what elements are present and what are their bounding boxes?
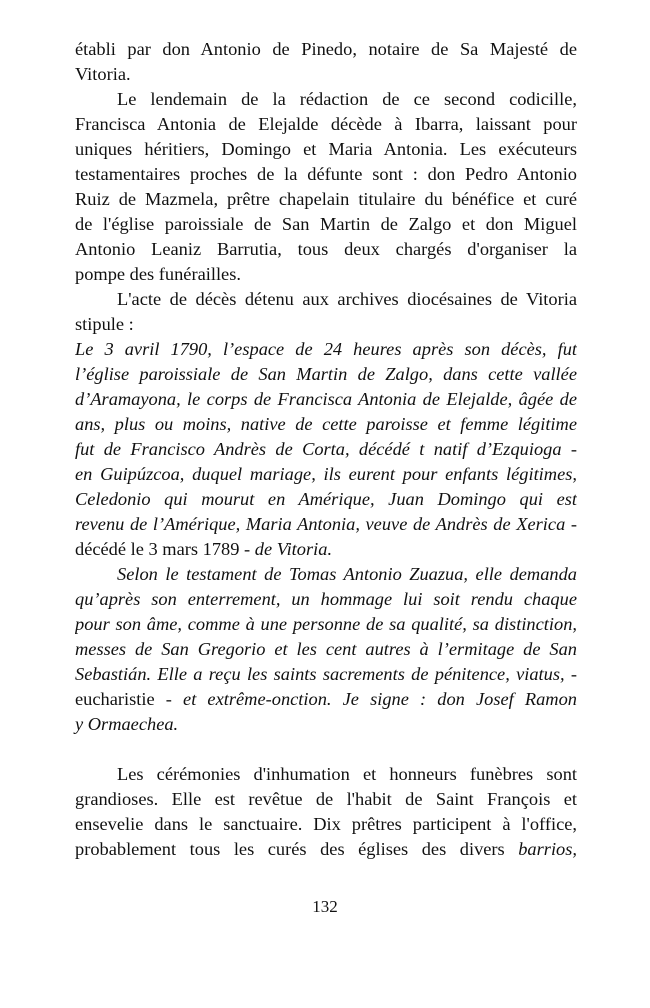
text-line bbox=[75, 837, 577, 862]
text-segment: L'acte de décès détenu aux archives diocésaines de Vitoria bbox=[117, 289, 577, 309]
text-segment: - bbox=[570, 439, 577, 459]
text-line bbox=[75, 262, 577, 287]
text-line bbox=[75, 87, 577, 112]
text-line bbox=[75, 37, 577, 62]
text-segment: stipule : bbox=[75, 314, 134, 334]
text-line bbox=[75, 562, 577, 587]
text-segment: eucharistie - bbox=[75, 689, 184, 709]
text-line bbox=[75, 587, 577, 612]
text-line bbox=[75, 162, 577, 187]
italic-text-segment: Selon le testament de Tomas Antonio Zuazua, elle demanda bbox=[117, 564, 577, 584]
text-line bbox=[75, 637, 577, 662]
text-segment: ensevelie dans le sanctuaire. Dix prêtres participent à l'office, bbox=[75, 814, 577, 834]
text-line bbox=[75, 362, 577, 387]
italic-text-segment: qu’après son enterrement, un hommage lui soit rendu chaque bbox=[75, 589, 577, 609]
italic-text-segment: en Guipúzcoa, duquel mariage, ils eurent pour enfants légitimes, bbox=[75, 464, 577, 484]
text-segment: établi par don Antonio de Pinedo, notaire de Sa Majesté de bbox=[75, 39, 577, 59]
italic-text-segment: barrios, bbox=[518, 839, 577, 859]
text-segment: - bbox=[564, 664, 577, 684]
text-segment: Le lendemain de la rédaction de ce second codicille, bbox=[117, 89, 577, 109]
italic-text-segment: l’église paroissiale de San Martin de Zalgo, dans cette vallée bbox=[75, 364, 577, 384]
text-line bbox=[75, 537, 577, 562]
text-line bbox=[75, 137, 577, 162]
italic-text-segment: fut de Francisco Andrès de Corta, décédé t natif d’Ezquioga bbox=[75, 439, 562, 459]
text-line bbox=[75, 187, 577, 212]
text-line bbox=[75, 387, 577, 412]
paragraph-break bbox=[75, 737, 577, 762]
text-line bbox=[75, 437, 577, 462]
text-line bbox=[75, 337, 577, 362]
text-line bbox=[75, 762, 577, 787]
text-line bbox=[75, 662, 577, 687]
text-line bbox=[75, 287, 577, 312]
italic-text-segment: et extrême-onction. Je signe : don Josef Ramon bbox=[183, 689, 577, 709]
text-line bbox=[75, 412, 577, 437]
italic-text-segment: de Vitoria. bbox=[254, 539, 333, 559]
text-segment: Antonio Leaniz Barrutia, tous deux chargés d'organiser la bbox=[75, 239, 577, 259]
italic-text-segment: d’Aramayona, le corps de Francisca Antonia de Elejalde, âgée de bbox=[75, 389, 577, 409]
text-segment: pompe des funérailles. bbox=[75, 264, 241, 284]
italic-text-segment: pour son âme, comme à une personne de sa qualité, sa distinction, bbox=[75, 614, 577, 634]
text-line bbox=[75, 787, 577, 812]
text-segment: Vitoria. bbox=[75, 64, 131, 84]
text-segment: Les cérémonies d'inhumation et honneurs funèbres sont bbox=[117, 764, 577, 784]
text-segment: testamentaires proches de la défunte sont : don Pedro Antonio bbox=[75, 164, 577, 184]
text-line bbox=[75, 212, 577, 237]
text-segment: uniques héritiers, Domingo et Maria Antonia. Les exécuteurs bbox=[75, 139, 577, 159]
text-segment: - bbox=[565, 514, 577, 534]
text-line bbox=[75, 487, 577, 512]
text-segment: probablement tous les curés des églises des divers bbox=[75, 839, 519, 859]
text-segment: de l'église paroissiale de San Martin de Zalgo et don Miguel bbox=[75, 214, 577, 234]
text-segment: Ruiz de Mazmela, prêtre chapelain titulaire du bénéfice et curé bbox=[75, 189, 577, 209]
text-line bbox=[75, 462, 577, 487]
text-line bbox=[75, 612, 577, 637]
italic-text-segment: messes de San Gregorio et les cent autres à l’ermitage de San bbox=[75, 639, 577, 659]
italic-text-segment: ans, plus ou moins, native de cette paroisse et femme légitime bbox=[75, 414, 577, 434]
text-line bbox=[75, 62, 577, 87]
italic-text-segment: y Ormaechea. bbox=[75, 714, 179, 734]
text-segment: décédé le 3 mars 1789 - bbox=[75, 539, 255, 559]
text-line bbox=[75, 812, 577, 837]
italic-text-segment: Le 3 avril 1790, l’espace de 24 heures après son décès, fut bbox=[75, 339, 577, 359]
text-line bbox=[75, 712, 577, 737]
text-line bbox=[75, 112, 577, 137]
text-line bbox=[75, 512, 577, 537]
italic-text-segment: Sebastián. Elle a reçu les saints sacrements de pénitence, viatus, bbox=[75, 664, 565, 684]
italic-text-segment: Celedonio qui mourut en Amérique, Juan Domingo qui est bbox=[75, 489, 577, 509]
text-line bbox=[75, 237, 577, 262]
text-line bbox=[75, 687, 577, 712]
text-line bbox=[75, 312, 577, 337]
text-segment: Francisca Antonia de Elejalde décède à Ibarra, laissant pour bbox=[75, 114, 577, 134]
page-body-text bbox=[75, 37, 577, 862]
italic-text-segment: revenu de l’Amérique, Maria Antonia, veuve de Andrès de Xerica bbox=[75, 514, 566, 534]
text-segment: grandioses. Elle est revêtue de l'habit de Saint François et bbox=[75, 789, 577, 809]
page-number: 132 bbox=[312, 897, 338, 916]
